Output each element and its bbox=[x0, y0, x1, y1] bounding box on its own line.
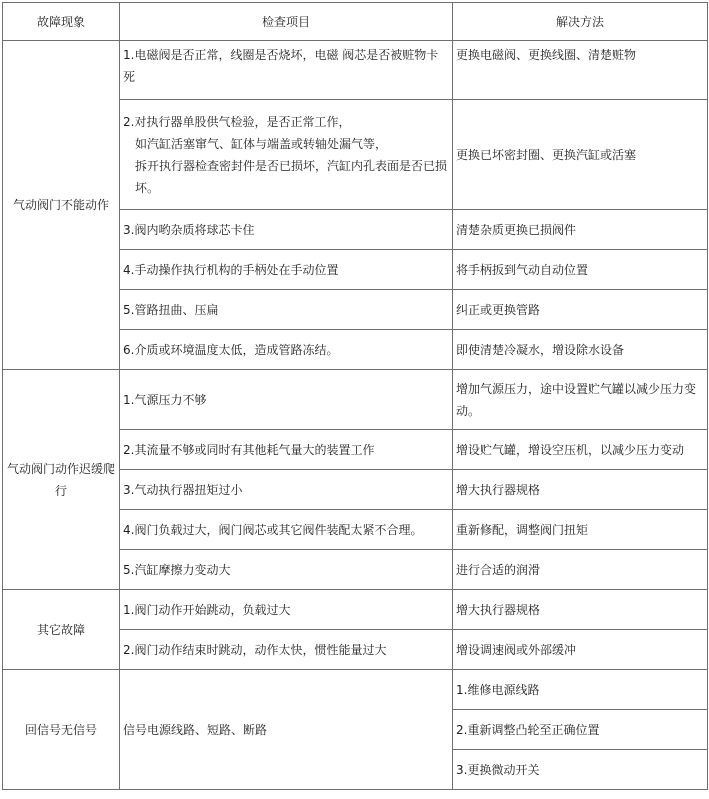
fault-cell: 其它故障 bbox=[3, 590, 120, 670]
solution-cell: 纠正或更换管路 bbox=[453, 290, 708, 330]
check-cell: 4.阀门负载过大，阀门阀芯或其它阀件装配太紧不合理。 bbox=[120, 510, 453, 550]
solution-cell: 增大执行器规格 bbox=[453, 470, 708, 510]
table-row bbox=[3, 370, 708, 430]
check-cell: 3.阀内哟杂质将球芯卡住 bbox=[120, 210, 453, 250]
solution-cell: 3.更换微动开关 bbox=[453, 750, 708, 790]
solution-cell: 增设贮气罐，增设空压机，以减少压力变动 bbox=[453, 430, 708, 470]
table-row bbox=[3, 590, 708, 630]
check-cell: 3.气动执行器扭矩过小 bbox=[120, 470, 453, 510]
check-cell: 2.阀门动作结束时跳动，动作太快，惯性能量过大 bbox=[120, 630, 453, 670]
check-line: 拆开执行器检查密封件是否已损坏，汽缸内孔表面是否已损坏。 bbox=[135, 158, 448, 195]
check-cell: 6.介质或环境温度太低，造成管路冻结。 bbox=[120, 330, 453, 370]
header-solution: 解决方法 bbox=[453, 3, 708, 41]
solution-cell: 增加气源压力，途中设置贮气罐以减少压力变动。 bbox=[453, 370, 708, 430]
table-row bbox=[3, 41, 708, 100]
check-line: 如汽缸活塞窜气、缸体与端盖或转轴处漏气等， bbox=[135, 136, 388, 151]
check-cell: 5.汽缸摩擦力变动大 bbox=[120, 550, 453, 590]
solution-cell: 进行合适的润滑 bbox=[453, 550, 708, 590]
solution-cell: 更换电磁阀、更换线圈、清楚赃物 bbox=[453, 41, 708, 100]
header-fault: 故障现象 bbox=[3, 3, 120, 41]
solution-cell: 即使清楚冷凝水，增设除水设备 bbox=[453, 330, 708, 370]
solution-cell: 2.重新调整凸轮至正确位置 bbox=[453, 710, 708, 750]
header-check: 检查项目 bbox=[120, 3, 453, 41]
check-cell: 信号电源线路、短路、断路 bbox=[120, 670, 453, 790]
solution-cell: 将手柄扳到气动自动位置 bbox=[453, 250, 708, 290]
check-cell: 5.管路扭曲、压扁 bbox=[120, 290, 453, 330]
troubleshooting-table bbox=[2, 2, 708, 790]
check-cell: 2.其流量不够或同时有其他耗气量大的装置工作 bbox=[120, 430, 453, 470]
check-cell: 4.手动操作执行机构的手柄处在手动位置 bbox=[120, 250, 453, 290]
fault-cell: 回信号无信号 bbox=[3, 670, 120, 790]
solution-cell: 更换已坏密封圈、更换汽缸或活塞 bbox=[453, 100, 708, 210]
check-cell: 1.阀门动作开始跳动，负载过大 bbox=[120, 590, 453, 630]
solution-cell: 增大执行器规格 bbox=[453, 590, 708, 630]
check-cell: 1.气源压力不够 bbox=[120, 370, 453, 430]
fault-cell: 气动阀门不能动作 bbox=[3, 41, 120, 370]
fault-cell: 气动阀门动作迟缓爬行 bbox=[3, 370, 120, 590]
solution-cell: 重新修配，调整阀门扭矩 bbox=[453, 510, 708, 550]
table-row bbox=[3, 670, 708, 710]
header-row bbox=[3, 3, 708, 41]
solution-cell: 清楚杂质更换已损阀件 bbox=[453, 210, 708, 250]
solution-cell: 1.维修电源线路 bbox=[453, 670, 708, 710]
solution-cell: 增设调速阀或外部缓冲 bbox=[453, 630, 708, 670]
check-line: 2.对执行器单股供气检验，是否正常工作， bbox=[123, 114, 351, 129]
check-cell bbox=[120, 100, 453, 210]
check-cell: 1.电磁阀是否正常，线圈是否烧坏，电磁 阀芯是否被赃物卡死 bbox=[120, 41, 453, 100]
